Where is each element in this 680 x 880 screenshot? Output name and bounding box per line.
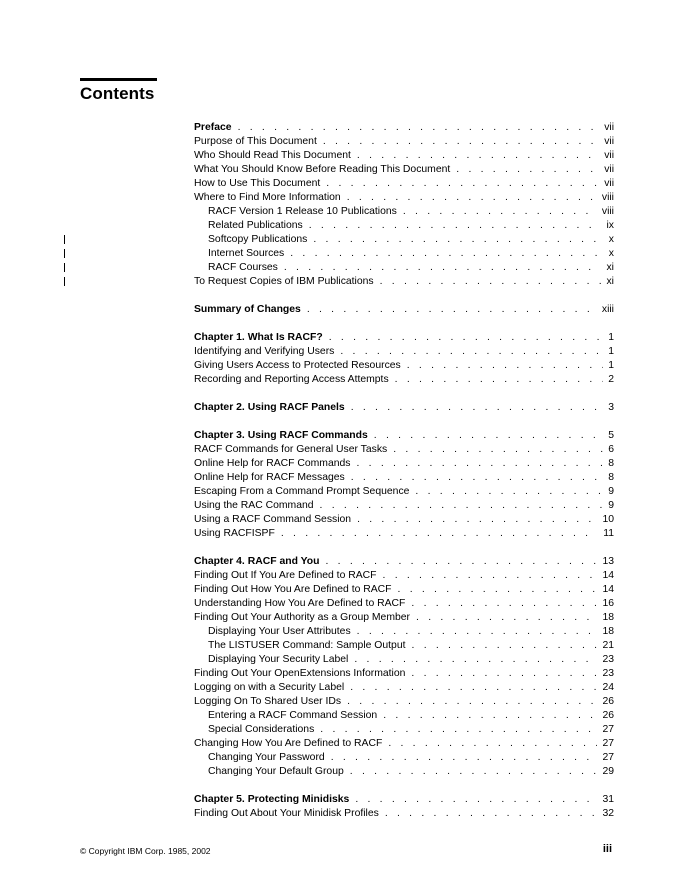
toc-entry-page: 1 (608, 346, 614, 357)
toc-entry-page: 23 (602, 668, 614, 679)
toc-entry-label: Finding Out About Your Minidisk Profiles (194, 808, 379, 819)
toc-entry-label: Chapter 1. What Is RACF? (194, 332, 323, 343)
toc-entry-label: Online Help for RACF Commands (194, 458, 351, 469)
toc-entry[interactable] (194, 205, 614, 219)
revision-bar (64, 249, 65, 258)
toc-entry[interactable] (194, 625, 614, 639)
toc-entry-label: Finding Out How You Are Defined to RACF (194, 584, 392, 595)
toc-entry-label: To Request Copies of IBM Publications (194, 276, 374, 287)
toc-entry-page: 26 (602, 696, 614, 707)
dot-leader (383, 709, 597, 723)
toc-entry[interactable] (194, 737, 614, 751)
revision-bar (64, 263, 65, 272)
toc-entry-label: Internet Sources (208, 248, 285, 259)
dot-leader (415, 485, 603, 499)
toc-entry-page: 13 (602, 556, 614, 567)
dot-leader (416, 611, 597, 625)
toc-entry[interactable] (194, 681, 614, 695)
toc-entry-page: 1 (608, 332, 614, 343)
toc-entry-label: Chapter 2. Using RACF Panels (194, 402, 345, 413)
dot-leader (357, 457, 604, 471)
toc-entry-label: Purpose of This Document (194, 136, 317, 147)
toc-entry-label: What You Should Know Before Reading This Document (194, 164, 451, 175)
page-number: iii (602, 843, 612, 855)
toc-entry-label: Special Considerations (208, 724, 315, 735)
copyright-footer: © Copyright IBM Corp. 1985, 2002 (80, 846, 211, 856)
dot-leader (393, 443, 603, 457)
toc-entry[interactable] (194, 765, 614, 779)
toc-entry-page: 27 (602, 724, 614, 735)
toc-entry[interactable] (194, 331, 614, 345)
toc-entry-page: 21 (602, 640, 614, 651)
dot-leader (290, 247, 604, 261)
dot-leader (323, 135, 599, 149)
dot-leader (388, 737, 597, 751)
toc-entry[interactable] (194, 807, 614, 821)
toc-entry[interactable] (194, 667, 614, 681)
dot-leader (325, 555, 597, 569)
toc-entry-label: Changing Your Default Group (208, 766, 344, 777)
toc-entry-page: vii (604, 150, 614, 161)
toc-entry-page: 24 (602, 682, 614, 693)
toc-entry-page: 27 (602, 738, 614, 749)
toc-entry-page: 23 (602, 654, 614, 665)
dot-leader (354, 653, 597, 667)
toc-entry[interactable] (194, 457, 614, 471)
toc-entry[interactable] (194, 527, 614, 541)
dot-leader (355, 793, 597, 807)
toc-entry-page: 14 (602, 570, 614, 581)
toc-entry[interactable] (194, 149, 614, 163)
toc-entry[interactable] (194, 751, 614, 765)
toc-entry-label: Changing Your Password (208, 752, 325, 763)
dot-leader (380, 275, 602, 289)
toc-entry-page: x (608, 234, 614, 245)
revision-bar (64, 277, 65, 286)
toc-entry-label: Using RACFISPF (194, 528, 275, 539)
toc-entry-label: Softcopy Publications (208, 234, 308, 245)
toc-entry-page: 14 (602, 584, 614, 595)
toc-entry-label: Displaying Your User Attributes (208, 626, 351, 637)
dot-leader (307, 303, 597, 317)
toc-entry[interactable] (194, 121, 614, 135)
dot-leader (313, 233, 603, 247)
toc-entry-label: Online Help for RACF Messages (194, 472, 345, 483)
toc-entry-label: Where to Find More Information (194, 192, 341, 203)
toc-entry-label: Chapter 3. Using RACF Commands (194, 430, 368, 441)
toc-entry[interactable] (194, 219, 614, 233)
toc-entry-label: RACF Commands for General User Tasks (194, 444, 388, 455)
toc-entry[interactable] (194, 639, 614, 653)
dot-leader (357, 149, 599, 163)
toc-entry-label: Summary of Changes (194, 304, 301, 315)
toc-entry-label: Understanding How You Are Defined to RACF (194, 598, 406, 609)
dot-leader (351, 401, 604, 415)
toc-entry[interactable] (194, 485, 614, 499)
toc-entry-page: xiii (601, 304, 614, 315)
dot-leader (329, 331, 603, 345)
toc-entry-label: Giving Users Access to Protected Resources (194, 360, 401, 371)
toc-entry-page: 9 (608, 486, 614, 497)
toc-entry-page: 10 (602, 514, 614, 525)
dot-leader (350, 765, 598, 779)
toc-entry-label: RACF Version 1 Release 10 Publications (208, 206, 397, 217)
dot-leader (395, 373, 604, 387)
toc-entry[interactable] (194, 695, 614, 709)
dot-leader (407, 359, 603, 373)
toc-entry-label: Escaping From a Command Prompt Sequence (194, 486, 410, 497)
toc-entry-page: vii (604, 136, 614, 147)
dot-leader (340, 345, 603, 359)
toc-entry-page: xi (606, 276, 614, 287)
page-title: Contents (80, 84, 155, 103)
toc-entry-page: 2 (608, 374, 614, 385)
toc-entry-page: viii (601, 192, 614, 203)
toc-entry-label: The LISTUSER Command: Sample Output (208, 640, 406, 651)
toc-entry[interactable] (194, 373, 614, 387)
title-rule (80, 78, 157, 81)
toc-entry-page: 3 (608, 402, 614, 413)
dot-leader (326, 177, 599, 191)
toc-entry-label: How to Use This Document (194, 178, 321, 189)
toc-entry-page: xi (606, 262, 614, 273)
toc-entry-label: Chapter 5. Protecting Minidisks (194, 794, 350, 805)
toc-entry[interactable] (194, 345, 614, 359)
dot-leader (398, 583, 598, 597)
revision-bar (64, 235, 65, 244)
dot-leader (456, 163, 599, 177)
toc-entry-page: 18 (602, 612, 614, 623)
toc-entry-page: vii (604, 178, 614, 189)
dot-leader (347, 695, 597, 709)
toc-entry-page: 1 (608, 360, 614, 371)
toc-entry-label: Using the RAC Command (194, 500, 314, 511)
toc-entry[interactable] (194, 429, 614, 443)
toc-entry[interactable] (194, 611, 614, 625)
toc-entry-page: 29 (602, 766, 614, 777)
toc-entry-label: Logging On To Shared User IDs (194, 696, 342, 707)
dot-leader (347, 191, 597, 205)
toc-entry-label: Using a RACF Command Session (194, 514, 352, 525)
toc-entry-label: Changing How You Are Defined to RACF (194, 738, 383, 749)
dot-leader (320, 499, 604, 513)
toc-entry-label: Entering a RACF Command Session (208, 710, 378, 721)
toc-entry-page: 26 (602, 710, 614, 721)
toc-entry[interactable] (194, 303, 614, 317)
dot-leader (385, 807, 598, 821)
toc-entry[interactable] (194, 191, 614, 205)
toc-entry-label: Preface (194, 122, 232, 133)
toc-entry-page: 31 (602, 794, 614, 805)
toc-entry-page: viii (601, 206, 614, 217)
toc-entry-label: RACF Courses (208, 262, 278, 273)
dot-leader (357, 625, 598, 639)
toc-entry[interactable] (194, 555, 614, 569)
toc-entry[interactable] (194, 653, 614, 667)
dot-leader (412, 639, 598, 653)
toc-entry[interactable] (194, 443, 614, 457)
toc-entry[interactable] (194, 583, 614, 597)
dot-leader (357, 513, 597, 527)
table-of-contents (194, 121, 614, 821)
dot-leader (383, 569, 598, 583)
dot-leader (411, 667, 597, 681)
toc-entry[interactable] (194, 513, 614, 527)
toc-entry[interactable] (194, 499, 614, 513)
toc-entry[interactable] (194, 709, 614, 723)
toc-entry-page: 8 (608, 458, 614, 469)
toc-entry[interactable] (194, 597, 614, 611)
dot-leader (320, 723, 597, 737)
toc-entry-page: vii (604, 122, 614, 133)
toc-entry-page: 9 (608, 500, 614, 511)
dot-leader (351, 471, 603, 485)
dot-leader (374, 429, 603, 443)
toc-entry-page: 16 (602, 598, 614, 609)
toc-entry-label: Finding Out Your Authority as a Group Member (194, 612, 411, 623)
dot-leader (331, 751, 598, 765)
toc-entry[interactable] (194, 247, 614, 261)
toc-entry-label: Related Publications (208, 220, 303, 231)
toc-entry-page: 11 (603, 528, 614, 539)
toc-entry-page: vii (604, 164, 614, 175)
toc-entry-label: Finding Out Your OpenExtensions Information (194, 668, 406, 679)
dot-leader (284, 261, 602, 275)
dot-leader (238, 121, 600, 135)
toc-entry-label: Chapter 4. RACF and You (194, 556, 320, 567)
toc-entry-label: Who Should Read This Document (194, 150, 351, 161)
toc-entry[interactable] (194, 723, 614, 737)
toc-entry-page: 5 (608, 430, 614, 441)
dot-leader (350, 681, 597, 695)
toc-entry-label: Identifying and Verifying Users (194, 346, 335, 357)
toc-entry[interactable] (194, 359, 614, 373)
toc-entry[interactable] (194, 793, 614, 807)
dot-leader (309, 219, 602, 233)
toc-entry-label: Finding Out If You Are Defined to RACF (194, 570, 377, 581)
toc-entry-page: 6 (608, 444, 614, 455)
toc-entry[interactable] (194, 569, 614, 583)
toc-entry-page: ix (606, 220, 614, 231)
dot-leader (411, 597, 597, 611)
toc-entry[interactable] (194, 261, 614, 275)
toc-entry[interactable] (194, 233, 614, 247)
toc-entry-label: Logging on with a Security Label (194, 682, 345, 693)
toc-entry[interactable] (194, 471, 614, 485)
toc-entry-page: 8 (608, 472, 614, 483)
toc-entry-page: x (608, 248, 614, 259)
toc-entry-page: 32 (602, 808, 614, 819)
toc-entry[interactable] (194, 401, 614, 415)
dot-leader (281, 527, 598, 541)
toc-entry-page: 18 (602, 626, 614, 637)
toc-entry-label: Displaying Your Security Label (208, 654, 349, 665)
toc-entry-label: Recording and Reporting Access Attempts (194, 374, 389, 385)
toc-entry[interactable] (194, 177, 614, 191)
toc-entry[interactable] (194, 163, 614, 177)
toc-entry-page: 27 (602, 752, 614, 763)
toc-entry[interactable] (194, 275, 614, 289)
dot-leader (403, 205, 597, 219)
toc-entry[interactable] (194, 135, 614, 149)
